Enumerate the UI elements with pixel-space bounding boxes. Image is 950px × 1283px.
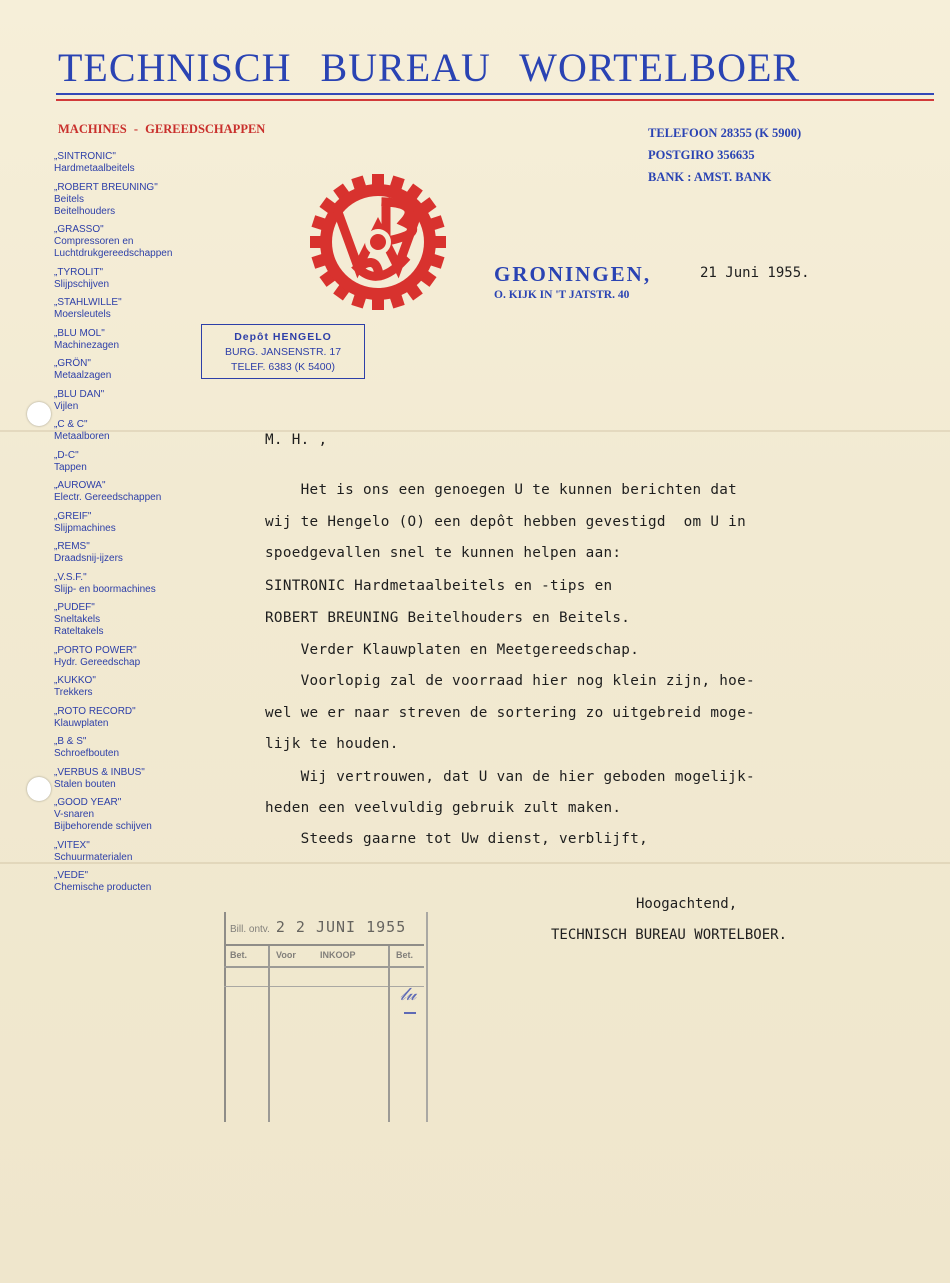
brand-item bbox=[54, 767, 214, 791]
brand-item bbox=[54, 151, 214, 175]
stamp-label: Bill. ontv. bbox=[230, 924, 270, 935]
handwritten-dash bbox=[404, 1012, 416, 1014]
brand-name: „GRASSO" bbox=[54, 224, 104, 235]
brand-name: „PUDEF" bbox=[54, 602, 95, 613]
header-rule-blue bbox=[56, 93, 934, 95]
depot-title: Depôt HENGELO bbox=[234, 331, 332, 343]
depot-box bbox=[201, 324, 365, 379]
brand-description: Hardmetaalbeitels bbox=[54, 163, 135, 174]
brand-description: Metaalzagen bbox=[54, 370, 112, 381]
brand-description: Chemische producten bbox=[54, 882, 152, 893]
header-rule-red bbox=[56, 99, 934, 101]
stamp-column: Voor bbox=[276, 950, 296, 960]
depot-phone: TELEF. 6383 (K 5400) bbox=[231, 361, 335, 373]
brand-item bbox=[54, 328, 214, 352]
brand-item bbox=[54, 541, 214, 565]
stamp-divider bbox=[388, 946, 390, 1122]
stamp-column: Bet. bbox=[396, 950, 414, 960]
brand-description: Klauwplaten bbox=[54, 717, 109, 729]
brand-name: „B & S" bbox=[54, 736, 87, 747]
brand-description: Beitelhouders bbox=[54, 205, 116, 217]
letter-line: wij te Hengelo (O) een depôt hebben gevestigd om U in bbox=[265, 514, 747, 530]
brand-item bbox=[54, 480, 214, 504]
brand-description: Trekkers bbox=[54, 687, 93, 698]
letter-line: lijk te houden. bbox=[265, 736, 399, 752]
street-address: O. KIJK IN 'T JATSTR. 40 bbox=[494, 289, 630, 301]
brand-description: Luchtdrukgereedschappen bbox=[54, 248, 173, 259]
brand-item bbox=[54, 870, 214, 894]
brand-description: Bijbehorende schijven bbox=[54, 821, 152, 832]
brand-description: Vijlen bbox=[54, 400, 79, 412]
phone-line: TELEFOON 28355 (K 5900) bbox=[648, 126, 802, 140]
letter-line: wel we er naar streven de sortering zo uitgebreid moge- bbox=[265, 705, 755, 721]
brand-description: Rateltakels bbox=[54, 626, 104, 637]
brand-item bbox=[54, 389, 214, 413]
brand-item bbox=[54, 450, 214, 474]
brand-description: Tappen bbox=[54, 461, 87, 473]
brand-description: Slijpschijven bbox=[54, 278, 110, 290]
brand-description: Metaalboren bbox=[54, 431, 110, 442]
bank-line: BANK : AMST. BANK bbox=[648, 170, 772, 184]
letter-line: Het is ons een genoegen U te kunnen berichten dat bbox=[265, 482, 738, 498]
brand-name: „STAHLWILLE" bbox=[54, 297, 122, 308]
brand-description: Electr. Gereedschappen bbox=[54, 492, 162, 503]
city: GRONINGEN, bbox=[494, 262, 652, 286]
brand-description: Draadsnij-ijzers bbox=[54, 553, 123, 564]
brand-item bbox=[54, 706, 214, 730]
brand-name: „PORTO POWER" bbox=[54, 644, 137, 656]
letter-line: Verder Klauwplaten en Meetgereedschap. bbox=[265, 642, 640, 658]
brand-name: „ROBERT BREUNING" bbox=[54, 181, 158, 193]
brand-name: „V.S.F." bbox=[54, 571, 87, 583]
salutation: M. H. , bbox=[265, 432, 328, 448]
letter-line: SINTRONIC Hardmetaalbeitels en -tips en bbox=[265, 578, 613, 594]
brand-name: „VITEX" bbox=[54, 839, 90, 851]
company-title: TECHNISCH BUREAU WORTELBOER bbox=[58, 45, 801, 90]
brand-description: Machinezagen bbox=[54, 339, 120, 351]
brand-name: „REMS" bbox=[54, 541, 90, 552]
letter-line: Voorlopig zal de voorraad hier nog klein zijn, hoe- bbox=[265, 673, 755, 689]
brand-item bbox=[54, 645, 214, 669]
depot-address: BURG. JANSENSTR. 17 bbox=[224, 346, 342, 358]
brand-name: „SINTRONIC" bbox=[54, 151, 116, 162]
brand-name: „VERBUS & INBUS" bbox=[54, 766, 145, 778]
brand-item bbox=[54, 511, 214, 535]
brand-item bbox=[54, 419, 214, 443]
brand-name: „BLU DAN" bbox=[54, 388, 105, 400]
brand-description: Schroefbouten bbox=[54, 748, 120, 759]
brand-description: V-snaren bbox=[54, 809, 95, 820]
contact-block bbox=[648, 122, 801, 188]
brand-name: „GREIF" bbox=[54, 510, 92, 522]
brand-item bbox=[54, 736, 214, 760]
stamp-rule bbox=[224, 944, 424, 946]
brand-list bbox=[54, 151, 214, 901]
brand-item bbox=[54, 224, 214, 260]
letter-line: Steeds gaarne tot Uw dienst, verblijft, bbox=[265, 831, 649, 847]
stamp-divider bbox=[268, 946, 270, 1122]
brand-name: „VEDE" bbox=[54, 870, 89, 881]
brand-item bbox=[54, 602, 214, 638]
brand-item bbox=[54, 840, 214, 864]
brand-description: Beitels bbox=[54, 193, 85, 205]
brand-name: „GRÖN" bbox=[54, 358, 91, 369]
brand-description: Slijpmachines bbox=[54, 522, 116, 534]
brand-item bbox=[54, 182, 214, 218]
brand-name: „KUKKO" bbox=[54, 675, 96, 686]
letter-line: ROBERT BREUNING Beitelhouders en Beitels. bbox=[265, 610, 631, 626]
brand-item bbox=[54, 267, 214, 291]
closing: Hoogachtend, bbox=[636, 896, 738, 912]
letter-line: Wij vertrouwen, dat U van de hier geboden mogelijk- bbox=[265, 769, 755, 785]
brand-item bbox=[54, 358, 214, 382]
brand-description: Compressoren en bbox=[54, 236, 134, 247]
brand-description: Slijp- en boormachines bbox=[54, 583, 156, 595]
brand-name: „C & C" bbox=[54, 419, 88, 430]
brand-name: „TYROLIT" bbox=[54, 266, 104, 278]
letter-line: spoedgevallen snel te kunnen helpen aan: bbox=[265, 545, 622, 561]
stamp-column: INKOOP bbox=[320, 950, 356, 960]
handwritten-initials: 𝓁𝓊 bbox=[400, 984, 417, 1005]
brand-description: Hydr. Gereedschap bbox=[54, 656, 141, 668]
brand-description: Schuurmaterialen bbox=[54, 851, 133, 863]
stamp-date: 2 2 JUNI 1955 bbox=[275, 918, 407, 936]
brand-item bbox=[54, 675, 214, 699]
brand-name: „GOOD YEAR" bbox=[54, 797, 122, 808]
brand-item bbox=[54, 572, 214, 596]
stamp-rule bbox=[224, 986, 424, 987]
punch-hole bbox=[27, 777, 51, 801]
brand-description: Moersleutels bbox=[54, 309, 111, 320]
tagline: MACHINES - GEREEDSCHAPPEN bbox=[58, 122, 266, 136]
punch-hole bbox=[27, 402, 51, 426]
letter-date: 21 Juni 1955. bbox=[700, 265, 810, 281]
brand-item bbox=[54, 297, 214, 321]
brand-name: „D-C" bbox=[54, 449, 79, 461]
signature: TECHNISCH BUREAU WORTELBOER. bbox=[551, 927, 788, 943]
brand-name: „AUROWA" bbox=[54, 480, 106, 491]
brand-item bbox=[54, 797, 214, 833]
stamp-header bbox=[230, 918, 406, 936]
letter-line: heden een veelvuldig gebruik zult maken. bbox=[265, 800, 622, 816]
brand-name: „ROTO RECORD" bbox=[54, 705, 136, 717]
stamp-column: Bet. bbox=[230, 950, 248, 960]
brand-name: „BLU MOL" bbox=[54, 327, 105, 339]
received-stamp bbox=[224, 912, 424, 1122]
gear-wheel-wbg-monogram-icon bbox=[308, 172, 448, 312]
brand-description: Stalen bouten bbox=[54, 778, 116, 790]
stamp-rule bbox=[224, 966, 424, 968]
postgiro-line: POSTGIRO 356635 bbox=[648, 148, 755, 162]
brand-description: Sneltakels bbox=[54, 614, 101, 625]
